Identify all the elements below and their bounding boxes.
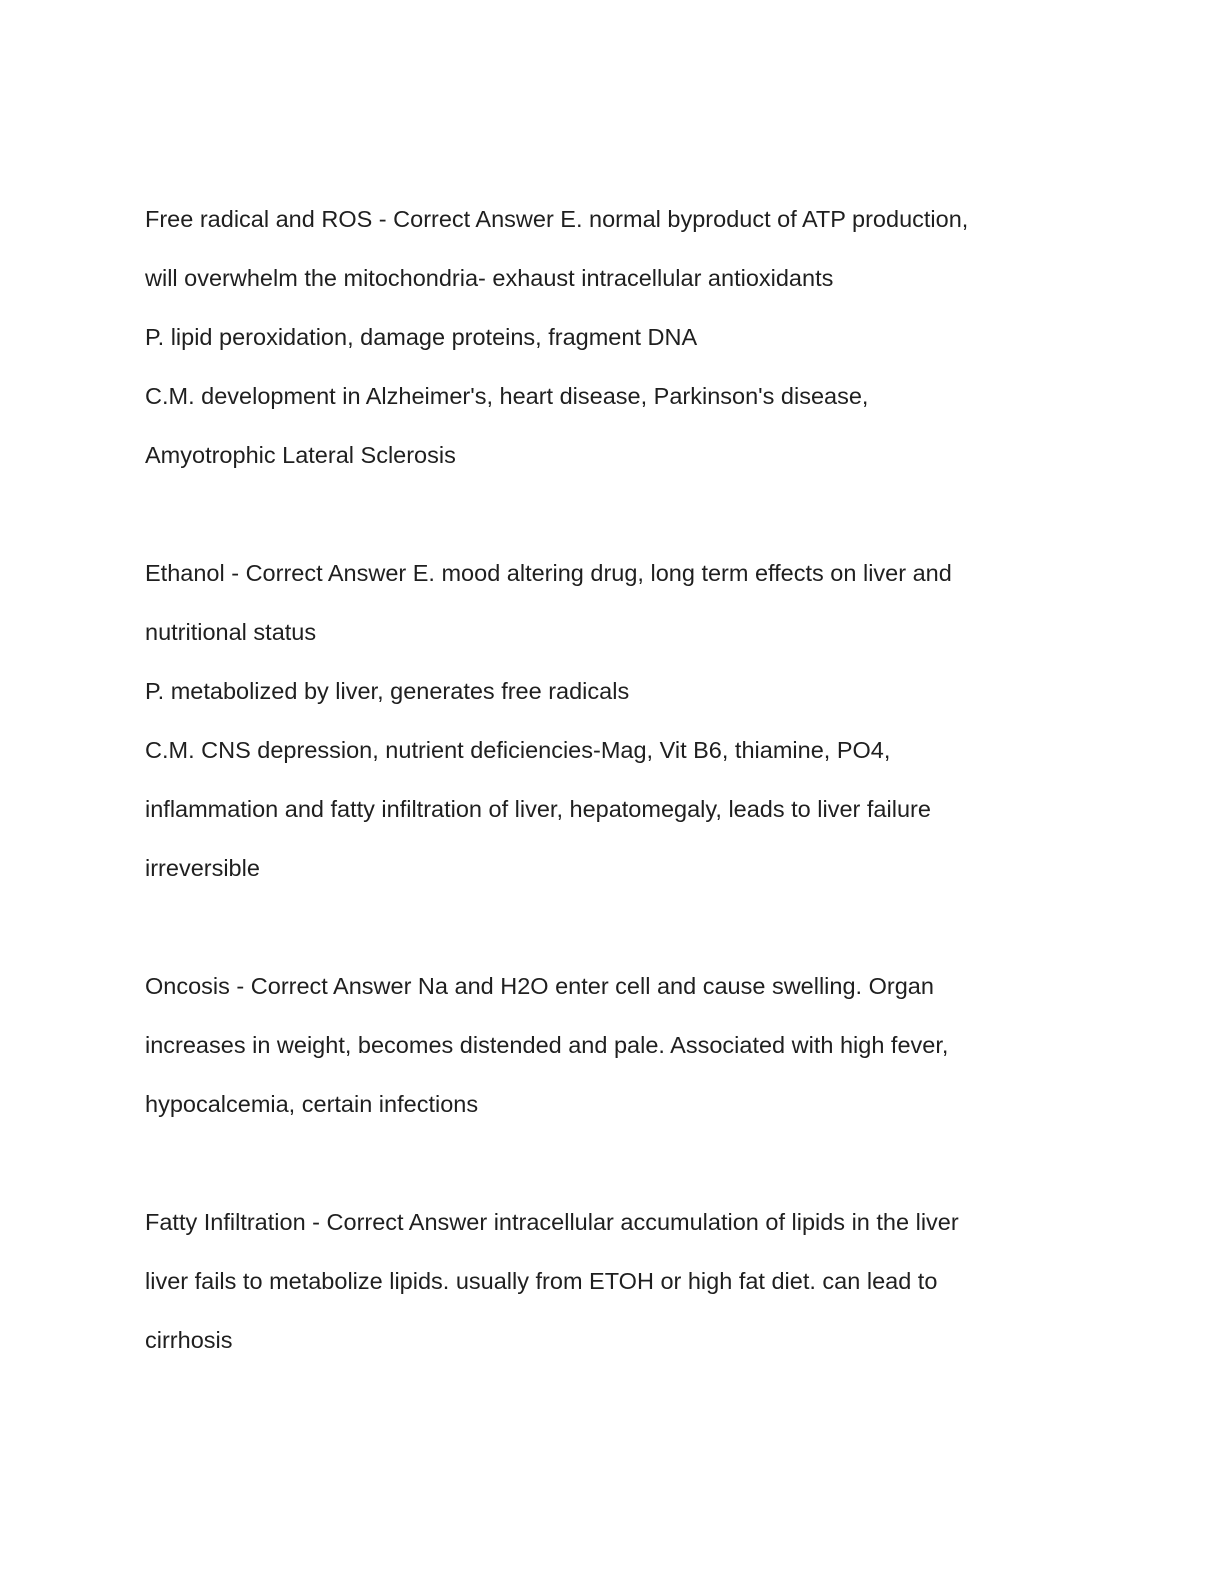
entry-line: cirrhosis	[145, 1327, 233, 1353]
entry-line: inflammation and fatty infiltration of liver, hepatomegaly, leads to liver failure	[145, 796, 931, 822]
entry-line: C.M. development in Alzheimer's, heart disease, Parkinson's disease,	[145, 383, 869, 409]
entry-line: Ethanol - Correct Answer E. mood altering drug, long term effects on liver and	[145, 560, 952, 586]
entry-line: Free radical and ROS - Correct Answer E. normal byproduct of ATP production,	[145, 206, 969, 232]
entry-free-radical-ros	[145, 190, 1085, 485]
entry-line: will overwhelm the mitochondria- exhaust intracellular antioxidants	[145, 265, 834, 291]
entry-line: Amyotrophic Lateral Sclerosis	[145, 442, 456, 468]
entry-line: Oncosis - Correct Answer Na and H2O enter cell and cause swelling. Organ	[145, 973, 934, 999]
entry-line: P. lipid peroxidation, damage proteins, fragment DNA	[145, 324, 698, 350]
entry-line: nutritional status	[145, 619, 317, 645]
entry-line: C.M. CNS depression, nutrient deficiencies-Mag, Vit B6, thiamine, PO4,	[145, 737, 891, 763]
entry-oncosis	[145, 957, 1085, 1134]
entry-fatty-infiltration	[145, 1193, 1085, 1370]
entry-line: increases in weight, becomes distended and pale. Associated with high fever,	[145, 1032, 949, 1058]
entry-line: P. metabolized by liver, generates free radicals	[145, 678, 630, 704]
entry-ethanol	[145, 544, 1085, 898]
document-body	[145, 190, 1085, 1429]
entry-line: irreversible	[145, 855, 260, 881]
entry-line: Fatty Infiltration - Correct Answer intracellular accumulation of lipids in the liver	[145, 1209, 959, 1235]
entry-line: hypocalcemia, certain infections	[145, 1091, 479, 1117]
entry-line: liver fails to metabolize lipids. usually from ETOH or high fat diet. can lead to	[145, 1268, 938, 1294]
